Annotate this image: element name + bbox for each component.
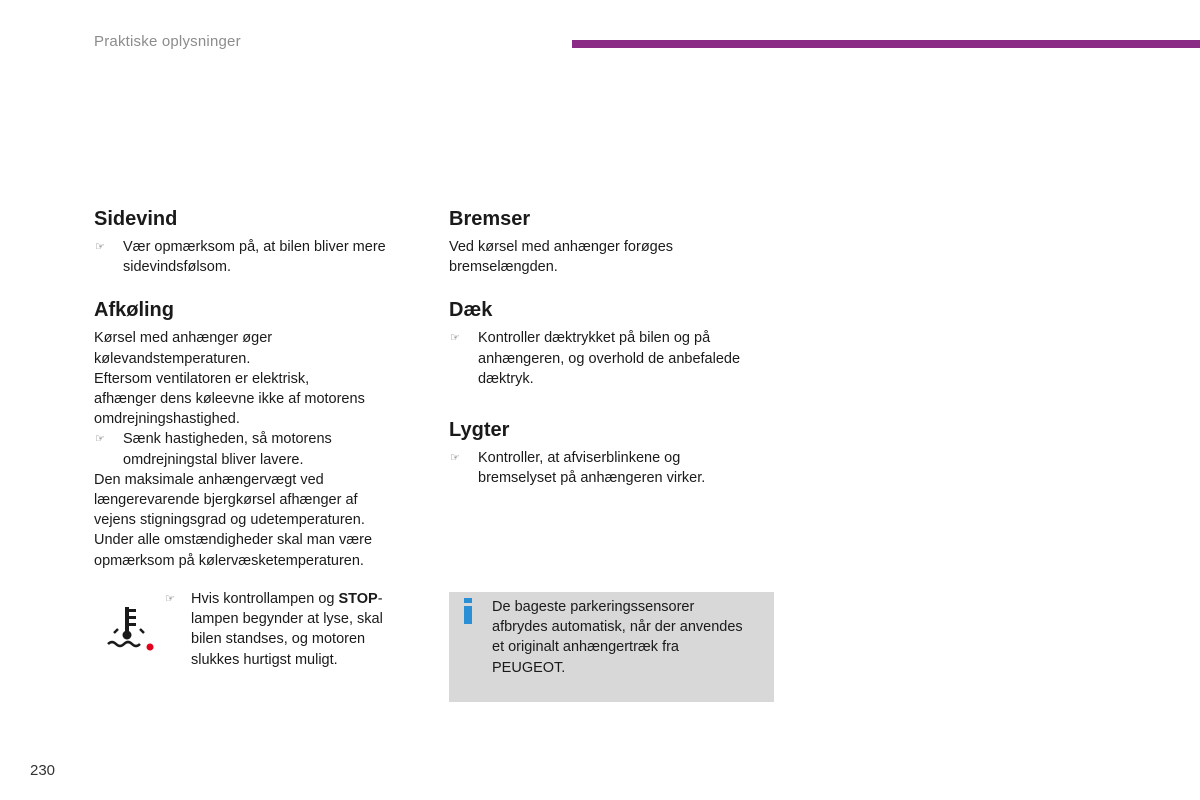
text-line: dæktryk. bbox=[478, 370, 534, 387]
coolant-temperature-warning-icon bbox=[102, 603, 154, 651]
pointing-hand-icon: ☞ bbox=[95, 433, 105, 446]
paragraph-afkoling-2 bbox=[94, 470, 424, 571]
text-line: bremselyset på anhængeren virker. bbox=[478, 470, 706, 487]
text-line: slukkes hurtigst muligt. bbox=[191, 651, 338, 668]
bullet-daek bbox=[449, 328, 779, 389]
page-number: 230 bbox=[30, 762, 56, 779]
heading-bremser: Bremser bbox=[449, 208, 531, 230]
right-column bbox=[449, 206, 779, 488]
text-fragment: Hvis kontrollampen og bbox=[191, 591, 339, 607]
text-line: Under alle omstændigheder skal man være bbox=[94, 532, 373, 549]
text-line: omdrejningstal bliver lavere. bbox=[123, 451, 304, 468]
text-line: PEUGEOT. bbox=[492, 659, 566, 676]
warning-bullet bbox=[163, 589, 413, 670]
bullet-afkoling bbox=[94, 429, 424, 469]
text-line: Den maksimale anhængervægt ved bbox=[94, 471, 324, 488]
text-line: Eftersom ventilatoren er elektrisk, bbox=[94, 370, 310, 387]
text-line: bremselængden. bbox=[449, 259, 558, 276]
text-line: Kontroller, at afviserblinkene og bbox=[478, 450, 681, 467]
info-box bbox=[449, 592, 774, 702]
text-line: et originalt anhængertræk fra bbox=[492, 639, 679, 656]
heading-daek: Dæk bbox=[449, 299, 493, 322]
text-line bbox=[191, 589, 413, 609]
stop-label: STOP bbox=[338, 591, 378, 607]
text-line: De bageste parkeringssensorer bbox=[492, 599, 695, 615]
text-line: Kørsel med anhænger øger bbox=[94, 330, 273, 347]
text-line: vejens stigningsgrad og udetemperaturen. bbox=[94, 512, 365, 529]
bullet-lygter bbox=[449, 448, 779, 488]
text-line: Vær opmærksom på, at bilen bliver mere bbox=[123, 239, 386, 255]
pointing-hand-icon: ☞ bbox=[165, 593, 175, 605]
paragraph-afkoling-1 bbox=[94, 328, 424, 429]
info-icon bbox=[463, 598, 473, 624]
coolant-warning-text bbox=[163, 589, 413, 670]
paragraph-bremser bbox=[449, 237, 779, 277]
text-line: længerevarende bjergkørsel afhænger af bbox=[94, 492, 358, 509]
running-header: Praktiske oplysninger bbox=[94, 33, 241, 50]
pointing-hand-icon: ☞ bbox=[95, 241, 105, 253]
text-line: bilen standses, og motoren bbox=[191, 631, 366, 648]
text-line: Ved kørsel med anhænger forøges bbox=[449, 239, 674, 255]
left-column bbox=[94, 206, 424, 571]
text-line: omdrejningshastighed. bbox=[94, 411, 240, 428]
heading-afkoling: Afkøling bbox=[94, 299, 174, 322]
text-line: opmærksom på kølervæsketemperaturen. bbox=[94, 552, 364, 569]
text-line: sidevindsfølsom. bbox=[123, 259, 231, 276]
text-line: afbrydes automatisk, når der anvendes bbox=[492, 619, 743, 636]
coolant-warning-block bbox=[94, 589, 424, 679]
text-line: lampen begynder at lyse, skal bbox=[191, 611, 383, 628]
heading-lygter: Lygter bbox=[449, 419, 510, 442]
text-line: Sænk hastigheden, så motorens bbox=[123, 431, 332, 448]
text-fragment: - bbox=[377, 591, 383, 607]
text-line: Kontroller dæktrykket på bilen og på bbox=[478, 330, 711, 347]
text-line: afhænger dens køleevne ikke af motorens bbox=[94, 391, 365, 408]
pointing-hand-icon: ☞ bbox=[450, 332, 460, 345]
text-line: kølevandstemperaturen. bbox=[94, 350, 251, 367]
heading-sidevind: Sidevind bbox=[94, 208, 178, 230]
info-text bbox=[492, 597, 767, 678]
bullet-sidevind bbox=[94, 237, 424, 277]
text-line: anhængeren, og overhold de anbefalede bbox=[478, 350, 741, 367]
header-accent-bar bbox=[572, 40, 1200, 48]
pointing-hand-icon: ☞ bbox=[450, 452, 460, 465]
